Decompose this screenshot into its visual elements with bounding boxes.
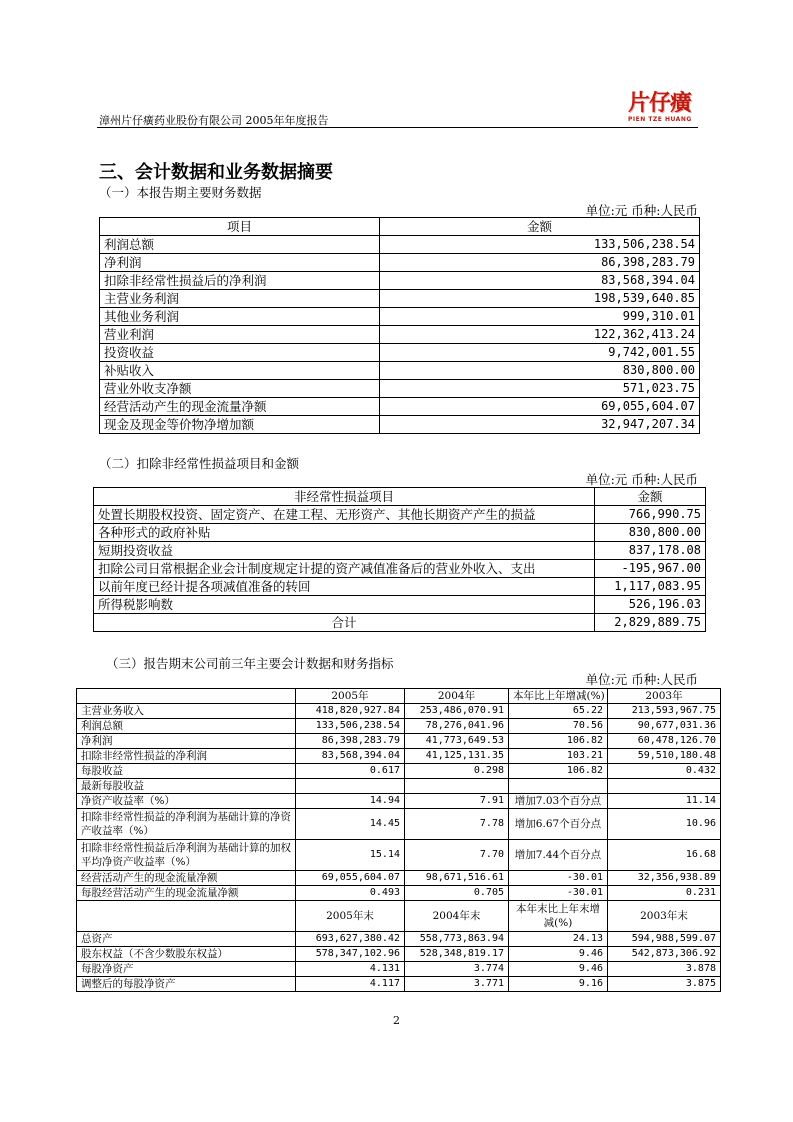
item-label: 股东权益（不含少数股东权益） (77, 947, 296, 962)
table-row (94, 506, 706, 524)
total-value: 2,829,889.75 (595, 614, 706, 632)
item-label: 扣除公司日常根据企业会计制度规定计提的资产减值准备后的营业外收入、支出 (94, 560, 595, 578)
table-row (77, 734, 721, 749)
amount-value: 32,947,207.34 (380, 416, 700, 434)
value-cell: 83,568,394.04 (296, 749, 405, 764)
value-cell: 418,820,927.84 (296, 704, 405, 719)
amount-value: 571,023.75 (380, 380, 700, 398)
amount-value: 837,178.08 (595, 542, 706, 560)
col-header: 本年末比上年末增减(%) (509, 901, 608, 932)
item-label: 处置长期股权投资、固定资产、在建工程、无形资产、其他长期资产产生的损益 (94, 506, 595, 524)
value-cell: 11.14 (608, 794, 721, 809)
value-cell: 7.91 (405, 794, 509, 809)
value-cell: 41,773,649.53 (405, 734, 509, 749)
table-header-row (77, 689, 721, 704)
col-header-item: 项目 (100, 218, 380, 236)
table-row (100, 416, 700, 434)
value-cell: 3.771 (405, 977, 509, 992)
table-row (100, 380, 700, 398)
logo-subtext: PIEN TZE HUANG (628, 116, 692, 123)
value-cell: 14.94 (296, 794, 405, 809)
item-label: 经营活动产生的现金流量净额 (77, 871, 296, 886)
table-row (77, 871, 721, 886)
value-cell: -30.01 (509, 886, 608, 901)
item-label: 现金及现金等价物净增加额 (100, 416, 380, 434)
item-label: 补贴收入 (100, 362, 380, 380)
col-header-item: 非经常性损益项目 (94, 488, 595, 506)
table-row (77, 962, 721, 977)
value-cell: 0.617 (296, 764, 405, 779)
table-row (77, 719, 721, 734)
value-cell: 0.493 (296, 886, 405, 901)
col-header: 2004年末 (405, 901, 509, 932)
amount-value: 1,117,083.95 (595, 578, 706, 596)
item-label: 短期投资收益 (94, 542, 595, 560)
amount-value: 9,742,001.55 (380, 344, 700, 362)
table-row (100, 362, 700, 380)
value-cell: 增加6.67个百分点 (509, 809, 608, 840)
item-label: 每股净资产 (77, 962, 296, 977)
value-cell: 9.46 (509, 947, 608, 962)
total-row (94, 614, 706, 632)
item-label: 扣除非经常性损益后净利润为基础计算的加权平均净资产收益率（%） (77, 840, 296, 871)
value-cell (509, 779, 608, 794)
item-label: 利润总额 (100, 236, 380, 254)
item-label: 利润总额 (77, 719, 296, 734)
value-cell: 542,873,306.92 (608, 947, 721, 962)
value-cell: 578,347,102.96 (296, 947, 405, 962)
report-header: 漳州片仔癀药业股份有限公司 2005年年度报告 (99, 114, 329, 127)
amount-value: 86,398,283.79 (380, 254, 700, 272)
amount-value: 526,196.03 (595, 596, 706, 614)
value-cell: 98,671,516.61 (405, 871, 509, 886)
value-cell: 9.16 (509, 977, 608, 992)
table-row (100, 272, 700, 290)
item-label: 最新每股收益 (77, 779, 296, 794)
s1-unit: 单位:元 币种:人民币 (585, 203, 698, 218)
col-header: 本年比上年增减(%) (509, 689, 608, 704)
value-cell: 253,486,070.91 (405, 704, 509, 719)
value-cell: 32,356,938.89 (608, 871, 721, 886)
value-cell: 693,627,380.42 (296, 932, 405, 947)
col-header (77, 901, 296, 932)
item-label: 扣除非经常性损益后的净利润 (100, 272, 380, 290)
item-label: 主营业务利润 (100, 290, 380, 308)
value-cell: 10.96 (608, 809, 721, 840)
value-cell: 59,510,180.48 (608, 749, 721, 764)
value-cell: 86,398,283.79 (296, 734, 405, 749)
table-row (77, 840, 721, 871)
item-label: 投资收益 (100, 344, 380, 362)
page-number: 2 (393, 1014, 400, 1027)
table-row (94, 542, 706, 560)
value-cell: 213,593,967.75 (608, 704, 721, 719)
item-label: 所得税影响数 (94, 596, 595, 614)
item-label: 以前年度已经计提各项减值准备的转回 (94, 578, 595, 596)
value-cell (608, 779, 721, 794)
value-cell: 558,773,863.94 (405, 932, 509, 947)
table-row (94, 524, 706, 542)
three-year-table (76, 688, 721, 992)
s3-heading: （三）报告期末公司前三年主要会计数据和财务指标 (106, 656, 394, 671)
item-label: 净利润 (100, 254, 380, 272)
s2-heading: （二）扣除非经常性损益项目和金额 (99, 456, 300, 471)
item-label: 每股经营活动产生的现金流量净额 (77, 886, 296, 901)
amount-value: 999,310.01 (380, 308, 700, 326)
item-label: 净利润 (77, 734, 296, 749)
value-cell: 103.21 (509, 749, 608, 764)
item-label: 各种形式的政府补贴 (94, 524, 595, 542)
value-cell: 7.70 (405, 840, 509, 871)
item-label: 总资产 (77, 932, 296, 947)
table-row (77, 886, 721, 901)
value-cell: 15.14 (296, 840, 405, 871)
item-label: 其他业务利润 (100, 308, 380, 326)
value-cell: 0.432 (608, 764, 721, 779)
amount-value: 830,800.00 (595, 524, 706, 542)
value-cell: 594,988,599.07 (608, 932, 721, 947)
header-rule (97, 127, 698, 128)
value-cell: 528,348,819.17 (405, 947, 509, 962)
value-cell: 0.705 (405, 886, 509, 901)
value-cell: 3.774 (405, 962, 509, 977)
table-row (100, 308, 700, 326)
main-financial-table (99, 217, 700, 434)
col-header: 2005年末 (296, 901, 405, 932)
value-cell: 增加7.03个百分点 (509, 794, 608, 809)
table-row (100, 236, 700, 254)
table-row (77, 932, 721, 947)
table-row (100, 326, 700, 344)
item-label: 净资产收益率（%） (77, 794, 296, 809)
table-row (94, 596, 706, 614)
value-cell: 24.13 (509, 932, 608, 947)
value-cell: 106.82 (509, 734, 608, 749)
col-header: 2003年 (608, 689, 721, 704)
amount-value: 122,362,413.24 (380, 326, 700, 344)
s2-unit: 单位:元 币种:人民币 (585, 472, 698, 487)
amount-value: -195,967.00 (595, 560, 706, 578)
item-label: 经营活动产生的现金流量净额 (100, 398, 380, 416)
amount-value: 198,539,640.85 (380, 290, 700, 308)
value-cell: 69,055,604.07 (296, 871, 405, 886)
table-row (77, 947, 721, 962)
table-row (77, 704, 721, 719)
value-cell: 65.22 (509, 704, 608, 719)
table-header-row (100, 218, 700, 236)
value-cell: 0.231 (608, 886, 721, 901)
col-header: 2004年 (405, 689, 509, 704)
s1-heading: （一）本报告期主要财务数据 (99, 185, 262, 200)
s3-unit: 单位:元 币种:人民币 (585, 672, 698, 687)
col-header (77, 689, 296, 704)
value-cell: 增加7.44个百分点 (509, 840, 608, 871)
value-cell: 4.131 (296, 962, 405, 977)
value-cell: 7.78 (405, 809, 509, 840)
table-row (77, 809, 721, 840)
logo-text: 片仔癀 (628, 91, 692, 116)
amount-value: 830,800.00 (380, 362, 700, 380)
amount-value: 83,568,394.04 (380, 272, 700, 290)
table-row (100, 290, 700, 308)
col-header: 2005年 (296, 689, 405, 704)
value-cell: 0.298 (405, 764, 509, 779)
value-cell (405, 779, 509, 794)
table-row (77, 764, 721, 779)
value-cell: 16.68 (608, 840, 721, 871)
value-cell: 90,677,031.36 (608, 719, 721, 734)
table-row (77, 749, 721, 764)
item-label: 扣除非经常性损益的净利润 (77, 749, 296, 764)
item-label: 扣除非经常性损益的净利润为基础计算的净资产收益率（%） (77, 809, 296, 840)
value-cell: 60,478,126.70 (608, 734, 721, 749)
table-row (77, 779, 721, 794)
table-row (94, 560, 706, 578)
col-header-amount: 金额 (380, 218, 700, 236)
value-cell: 78,276,041.96 (405, 719, 509, 734)
total-label: 合计 (94, 614, 595, 632)
item-label: 调整后的每股净资产 (77, 977, 296, 992)
section-title: 三、会计数据和业务数据摘要 (99, 162, 333, 183)
value-cell: 3.875 (608, 977, 721, 992)
table-header-row (77, 901, 721, 932)
table-row (100, 344, 700, 362)
value-cell: 4.117 (296, 977, 405, 992)
value-cell: -30.01 (509, 871, 608, 886)
table-row (100, 398, 700, 416)
table-row (77, 794, 721, 809)
col-header-amount: 金额 (595, 488, 706, 506)
item-label: 营业利润 (100, 326, 380, 344)
table-row (94, 578, 706, 596)
non-recurring-table (93, 487, 706, 632)
item-label: 主营业务收入 (77, 704, 296, 719)
value-cell: 14.45 (296, 809, 405, 840)
value-cell: 106.82 (509, 764, 608, 779)
table-row (100, 254, 700, 272)
company-logo (628, 92, 698, 124)
table-header-row (94, 488, 706, 506)
col-header: 2003年末 (608, 901, 721, 932)
table-row (77, 977, 721, 992)
value-cell: 133,506,238.54 (296, 719, 405, 734)
item-label: 营业外收支净额 (100, 380, 380, 398)
value-cell: 3.878 (608, 962, 721, 977)
item-label: 每股收益 (77, 764, 296, 779)
amount-value: 69,055,604.07 (380, 398, 700, 416)
value-cell: 70.56 (509, 719, 608, 734)
value-cell: 41,125,131.35 (405, 749, 509, 764)
amount-value: 133,506,238.54 (380, 236, 700, 254)
value-cell: 9.46 (509, 962, 608, 977)
amount-value: 766,990.75 (595, 506, 706, 524)
value-cell (296, 779, 405, 794)
